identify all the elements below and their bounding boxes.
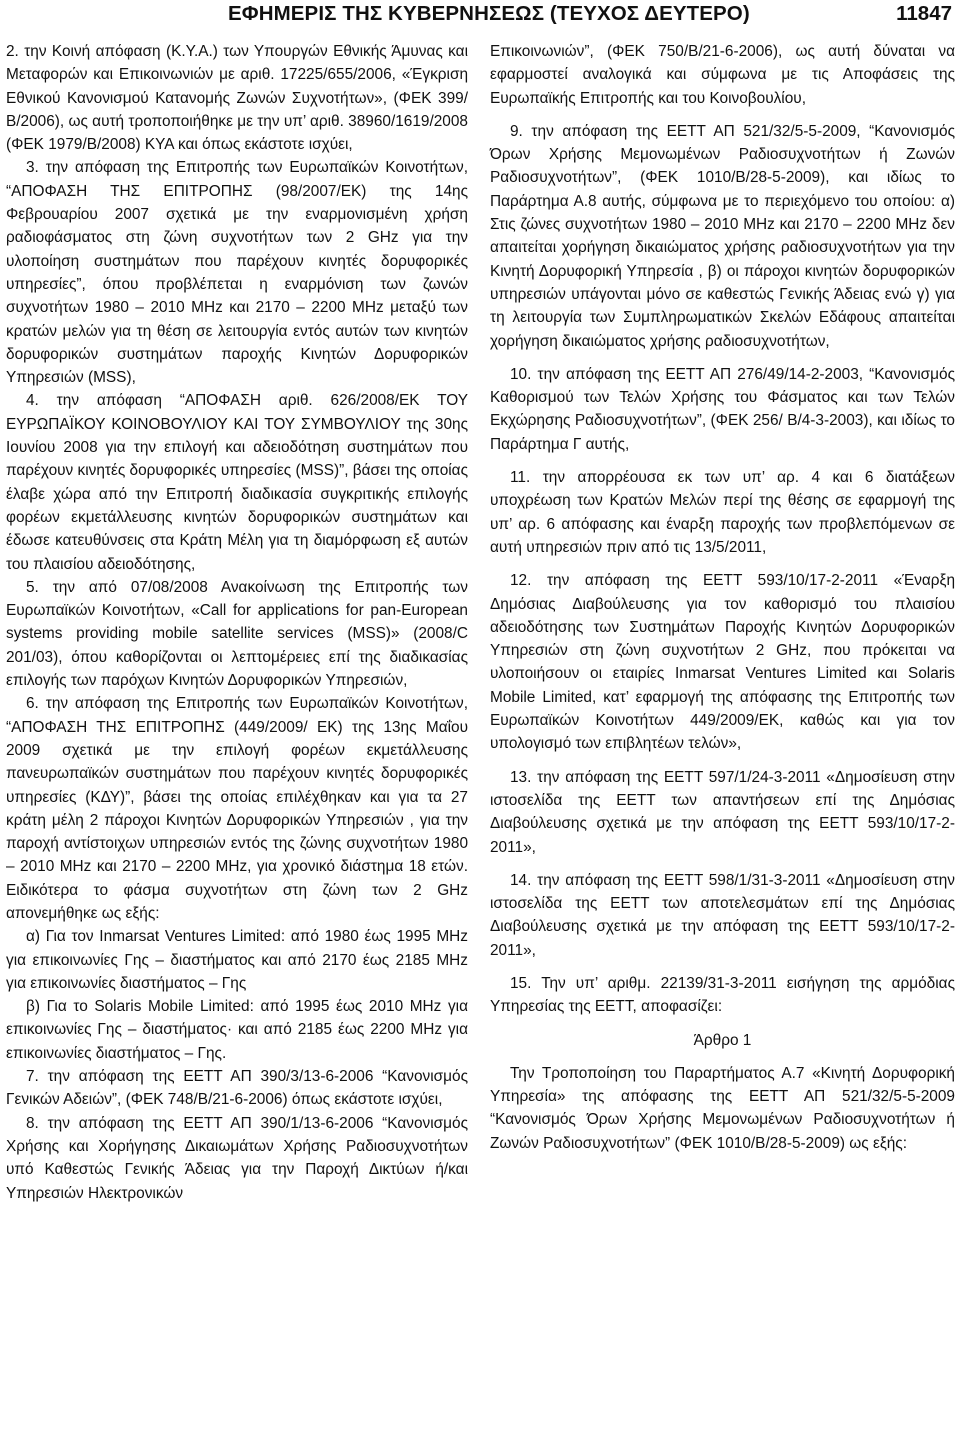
left-column [6, 40, 468, 1205]
paragraph-item-5: 5. την από 07/08/2008 Ανακοίνωση της Επιτροπής των Ευρωπαϊκών Κοινοτήτων, «Call for applications for pan-European systems providing mobile satellite services (MSS)» (2008/C 201/03), όπου καθορίζονται οι λεπτομέρειες επί της διαδικασίας επιλογής των παρόχων Κινητών Δορυφορικών Υπηρεσιών, [6, 578, 468, 690]
paragraph-item-13: 13. την απόφαση της ΕΕΤΤ 597/1/24-3-2011 «Δημοσίευση στην ιστοσελίδα της ΕΕΤΤ των απαντήσεων επί της Δημόσιας Διαβούλευσης σχετικά με την απόφαση της ΕΕΤΤ 593/10/17-2-2011», [490, 768, 955, 856]
paragraph-item-6b: β) Για το Solaris Mobile Limited: από 1995 έως 2010 MHz για επικοινωνίες Γης – διαστήματος· και από 2185 έως 2200 MHz για επικοινωνίες διαστήματος – Γης. [6, 998, 468, 1062]
page-number: 11847 [896, 2, 952, 25]
paragraph-item-7: 7. την απόφαση της ΕΕΤΤ ΑΠ 390/3/13-6-2006 “Κανονισμός Γενικών Αδειών”, (ΦΕΚ 748/Β/21-6-2006) όπως εκάστοτε ισχύει, [6, 1068, 468, 1109]
right-column [490, 40, 955, 1155]
paragraph-item-4: 4. την απόφαση “ΑΠΟΦΑΣΗ αριθ. 626/2008/ΕΚ ΤΟΥ ΕΥΡΩΠΑΪΚΟΥ ΚΟΙΝΟΒΟΥΛΙΟΥ ΚΑΙ ΤΟΥ ΣΥΜΒΟΥΛΙΟΥ της 30ης Ιουνίου 2008 για την επιλογή και αδειοδότηση συστημάτων που παρέχουν κινητές δορυφορικές υπηρεσίες (MSS)”, βάσει της οποίας έλαβε χώρα από την Επιτροπή διαδικασία συγκριτικής επιλογής φορέων εκμετάλλευσης κινητών δορυφορικών συστημάτων και έδωσε κατευθύνσεις στα Κράτη Μέλη για τη διαμόρφωση εξ αυτών του πλαισίου αδειοδότησης, [6, 392, 468, 573]
article-body-paragraph: Την Τροποποίηση του Παραρτήματος Α.7 «Κινητή Δορυφορική Υπηρεσία» της απόφασης της ΕΕΤΤ ΑΠ 521/32/5-5-2009 “Κανονισμός Όρων Χρήσης Μεμονωμένων Ραδιοσυχνοτήτων ή Ζωνών Ραδιοσυχνοτήτων” (ΦΕΚ 1010/Β/28-5-2009) ως εξής: [490, 1064, 955, 1152]
paragraph-item-8-continued: Επικοινωνιών”, (ΦΕΚ 750/Β/21-6-2006), ως αυτή δύναται να εφαρμοστεί αναλογικά και σύμφωνα με τις Αποφάσεις της Ευρωπαϊκής Επιτροπής και του Κοινοβουλίου, [490, 43, 955, 107]
article-title: Άρθρο 1 [693, 1031, 752, 1049]
paragraph-item-6a: α) Για τον Inmarsat Ventures Limited: από 1980 έως 1995 MHz για επικοινωνίες Γης – διαστήματος και από 2170 έως 2185 MHz για επικοινωνίες διαστήματος – Γης [6, 928, 468, 992]
paragraph-item-14: 14. την απόφαση της ΕΕΤΤ 598/1/31-3-2011 «Δημοσίευση στην ιστοσελίδα της ΕΕΤΤ των αποτελεσμάτων επί της Δημόσιας Διαβούλευσης σχετικά με την απόφαση της ΕΕΤΤ 593/10/17-2-2011», [490, 871, 955, 959]
paragraph-item-6: 6. την απόφαση της Επιτροπής των Ευρωπαϊκών Κοινοτήτων, “ΑΠΟΦΑΣΗ ΤΗΣ ΕΠΙΤΡΟΠΗΣ (449/2009/ ΕΚ) της 13ης Μαΐου 2009 σχετικά με την επιλογή φορέων εκμετάλλευσης πανευρωπαϊκών συστημάτων που παρέχουν κινητές δορυφορικές υπηρεσίες (ΚΔΥ)”, βάσει της οποίας επιλέχθηκαν και για τα 27 κράτη μέλη 2 πάροχοι Κινητών Δορυφορικών Υπηρεσιών , για την παροχή αντίστοιχων υπηρεσιών εντός της ζώνης συχνοτήτων 1980 – 2010 MHz και 2170 – 2200 MHz, για χρονικό διάστημα 18 ετών. Ειδικότερα το φάσμα συχνοτήτων στη ζώνη των 2 GHz απονεμήθηκε ως εξής: [6, 695, 468, 922]
paragraph-item-15: 15. Την υπ’ αριθμ. 22139/31-3-2011 εισήγηση της αρμόδιας Υπηρεσίας της ΕΕΤΤ, αποφασίζει: [490, 974, 955, 1016]
paragraph-item-2: 2. την Κοινή απόφαση (Κ.Υ.Α.) των Υπουργών Εθνικής Άμυνας και Μεταφορών και Επικοινωνιών με αριθ. 17225/655/2006, «Έγκριση Εθνικού Κανονισμού Κατανομής Ζωνών Συχνοτήτων», (ΦΕΚ 399/Β/2006), ως αυτή τροποποιήθηκε με την υπ’ αριθ. 38960/1619/2008 (ΦΕΚ 1979/Β/2008) ΚΥΑ και όπως εκάστοτε ισχύει, [6, 43, 468, 154]
page-header [0, 2, 960, 32]
paragraph-item-12: 12. την απόφαση της ΕΕΤΤ 593/10/17-2-2011 «Έναρξη Δημόσιας Διαβούλευσης για τον καθορισμό του πλαισίου αδειοδότησης των Συστημάτων Παροχής Κινητών Δορυφορικών Υπηρεσιών στη ζώνη συχνοτήτων 2 GHz, που πρόκειται να υλοποιήσουν οι εταιρίες Inmarsat Ventures Limited και Solaris Mobile Limited, κατ’ εφαρμογή της απόφασης της Επιτροπής των Ευρωπαϊκών Κοινοτήτων 449/2009/ΕΚ, καθώς και για τον υπολογισμό των επιβλητέων τελών», [490, 572, 955, 753]
paragraph-item-8: 8. την απόφαση της ΕΕΤΤ ΑΠ 390/1/13-6-2006 “Κανονισμός Χρήσης και Χορήγησης Δικαιωμάτων Χρήσης Ραδιοσυχνοτήτων υπό Καθεστώς Γενικής Άδειας για την Παροχή Δικτύων ή/και Υπηρεσιών Ηλεκτρονικών [6, 1114, 468, 1202]
paragraph-item-10: 10. την απόφαση της ΕΕΤΤ ΑΠ 276/49/14-2-2003, “Κανονισμός Καθορισμού των Τελών Χρήσης του Φάσματος και των Τελών Εκχώρησης Ραδιοσυχνοτήτων”, (ΦΕΚ 256/ Β/4-3-2003), και ιδίως το Παράρτημα Γ αυτής, [490, 365, 955, 453]
paragraph-item-9: 9. την απόφαση της ΕΕΤΤ ΑΠ 521/32/5-5-2009, “Κανονισμός Όρων Χρήσης Μεμονωμένων Ραδιοσυχνοτήτων ή Ζωνών Ραδιοσυχνοτήτων”, (ΦΕΚ 1010/Β/28-5-2009), και ιδίως το Παράρτημα Α.8 αυτής, σύμφωνα με το περιεχόμενο του οποίου: α) Στις ζώνες συχνοτήτων 1980 – 2010 MHz και 2170 – 2200 MHz δεν απαιτείται χορήγηση δικαιώματος χρήσης ραδιοσυχνοτήτων για την Κινητή Δορυφορική Υπηρεσία , β) οι πάροχοι κινητών δορυφορικών υπηρεσιών υπάγονται μόνο σε καθεστώς Γενικής Άδειας ενώ γ) για τη λειτουργία των Συμπληρωματικών Σκελών Εδάφους απαιτείται χορήγηση δικαιώματος χρήσης ραδιοσυχνοτήτων, [490, 122, 955, 350]
paragraph-item-3: 3. την απόφαση της Επιτροπής των Ευρωπαϊκών Κοινοτήτων, “ΑΠΟΦΑΣΗ ΤΗΣ ΕΠΙΤΡΟΠΗΣ (98/2007/ΕΚ) της 14ης Φεβρουαρίου 2007 σχετικά με την εναρμονισμένη χρήση ραδιοφάσματος στη ζώνη συχνοτήτων των 2 GHz για την υλοποίηση συστημάτων που παρέχουν κινητές δορυφορικές υπηρεσίες”, όπου προβλέπεται η εναρμόνιση των ζωνών συχνοτήτων 1980 – 2010 MHz και 2170 – 2200 MHz μεταξύ των κρατών μελών για τη θέση σε λειτουργία εντός αυτών των κινητών δορυφορικών συστημάτων παροχής Κινητών Δορυφορικών Υπηρεσιών (MSS), [6, 159, 468, 387]
gazette-title: ΕΦΗΜΕΡΙΣ ΤΗΣ ΚΥΒΕΡΝΗΣΕΩΣ (ΤΕΥΧΟΣ ΔΕΥΤΕΡΟ) [228, 2, 750, 25]
paragraph-item-11: 11. την απορρέουσα εκ των υπ’ αρ. 4 και 6 διατάξεων υποχρέωση των Κρατών Μελών περί της θέσης σε εφαρμογή της υπ’ αρ. 6 απόφασης και έναρξη παροχής των προβλεπόμενων σε αυτή υπηρεσιών πριν από τις 13/5/2011, [490, 469, 955, 556]
